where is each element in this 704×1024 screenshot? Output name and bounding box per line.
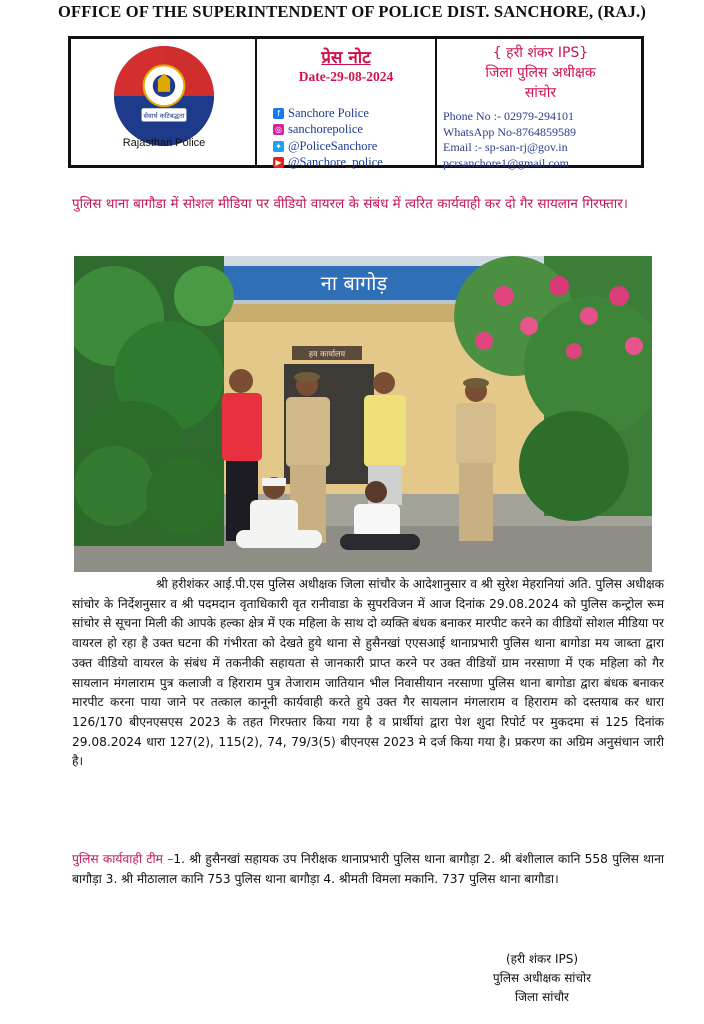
social-twitter[interactable]: [273, 138, 383, 155]
contact-block: [443, 109, 576, 171]
logo-cell: [71, 39, 257, 165]
signature-name: (हरी शंकर IPS): [505, 952, 579, 966]
social-youtube[interactable]: [273, 155, 383, 172]
body-paragraph: श्री हरीशंकर आई.पी.एस पुलिस अधीक्षक जिला सांचौर के आदेशानुसार व श्री सुरेश मेहरानियां अति. पुलिस अधीक्षक सांचोर के निर्देशनुसार व श्री पदमदान वृताधिकारी वृत रानीवाडा के सुपरविजन में आज दिनांक 29.08.2024 को पुलिस कन्ट्रोल रूम सांचोर से सूचना मिली की आपके हल्का क्षेत्र में एक महिला के साथ दो व्यक्ति बंधक बनाकर मारपीट करने का वीडियों सोशल मीडिया पर वायरल हो रहा है उक्त घटना की गंभीरता को देखते हुये थाना से हुसैनखां एएसआई थानाप्रभारी पुलिस थाना बागोडा मय जाब्ता द्वारा उक्त वीडियो वायरल के संबंध में तकनीकी सहायता से जानकारी प्राप्त करने पर उक्त वीडियों ग्राम नरसाणा में एक महिला को गैर सायलान मंगलाराम पुत्र कलाजी व हिराराम पुत्र तेजाराम जातियान भील निवासीयान नरसाणा पुलिस थाना बागोडा द्वारा बंधक बनाकर मारपीट करना पाया जाने पर तत्काल कानूनी कार्यवाही करते हुये उक्त गैर सायलान मंगलाराम व हिराराम को दस्तयाब कर धारा 126/170 बीएनएसएस 2023 के तहत गिरफ्तार किया गया है व प्रार्थीयां द्वारा पेश शुदा रिपोर्ट पर मुकदमा सं 125 दिनांक 29.08.2024 धारा 127(2), 115(2), 74, 79/3(5) बीएनएस 2023 मे दर्ज किया गया है। प्रकरण का अग्रिम अनुसंधान जारी है।: [72, 577, 664, 769]
office-title: OFFICE OF THE SUPERINTENDENT OF POLICE DIST. SANCHORE, (RAJ.): [57, 2, 647, 21]
contact-whatsapp: WhatsApp No-8764859589: [443, 124, 576, 139]
social-links: [273, 105, 383, 171]
social-instagram[interactable]: [273, 122, 383, 139]
body-text: [72, 575, 664, 772]
social-twitter-text: @PoliceSanchore: [288, 138, 378, 153]
officer-title: जिला पुलिस अधीक्षक: [485, 65, 596, 81]
press-note-cell: [257, 39, 437, 170]
headline: पुलिस थाना बागौडा में सोशल मीडिया पर वीडियो वायरल के संबंध में त्वरित कार्यवाही कर दो गैर सायलान गिरफ्तार।: [72, 196, 628, 212]
signature-block: [452, 950, 632, 1007]
logo-caption: Rajasthan Police: [122, 137, 206, 149]
team-text: 1. श्री हुसैनखां सहायक उप निरीक्षक थानाप्रभारी पुलिस थाना बागौड़ा 2. श्री बंशीलाल कानि 558 पुलिस थाना बागौड़ा 3. श्री मीठालाल कानि 753 पुलिस थाना बागौड़ा 4. श्रीमती विमला मकानि. 737 पुलिस थाना बागौडा।: [72, 852, 665, 886]
officer-place: सांचोर: [524, 85, 557, 101]
facebook-icon: f: [273, 108, 284, 119]
social-youtube-text: @Sanchore_police: [288, 155, 383, 170]
contact-email-2[interactable]: pcrsanchore1@gmail.com: [443, 155, 570, 170]
team-section: [72, 850, 664, 889]
photo-sign-text: ना बागोड़: [320, 271, 388, 295]
signature-title: पुलिस अधीक्षक सांचोर: [492, 971, 592, 985]
contact-phone: Phone No :- 02979-294101: [443, 109, 574, 123]
social-facebook[interactable]: [273, 105, 383, 122]
officer-cell: [437, 39, 641, 170]
youtube-icon: ▶: [273, 157, 284, 168]
press-note-date: Date-29-08-2024: [298, 69, 394, 84]
officer-name: { हरी शंकर IPS}: [492, 45, 589, 61]
contact-email-1[interactable]: Email :- sp-san-rj@gov.in: [443, 140, 568, 154]
instagram-icon: ◎: [273, 124, 284, 135]
press-note-label: प्रेस नोट: [321, 48, 371, 68]
signature-district: जिला सांचौर: [515, 990, 569, 1004]
logo-emblem-text: सेवार्थ कटिबद्धता: [143, 111, 185, 120]
social-facebook-text: Sanchore Police: [288, 105, 369, 120]
rajasthan-police-logo-icon: [113, 45, 215, 147]
team-label: पुलिस कार्यवाही टीम –: [72, 852, 174, 866]
social-instagram-text: sanchorepolice: [288, 122, 363, 137]
letterhead-box: [68, 36, 644, 168]
photo-door-text: हव कार्यालय: [308, 349, 346, 359]
twitter-icon: ✦: [273, 141, 284, 152]
news-photo: [74, 256, 652, 572]
